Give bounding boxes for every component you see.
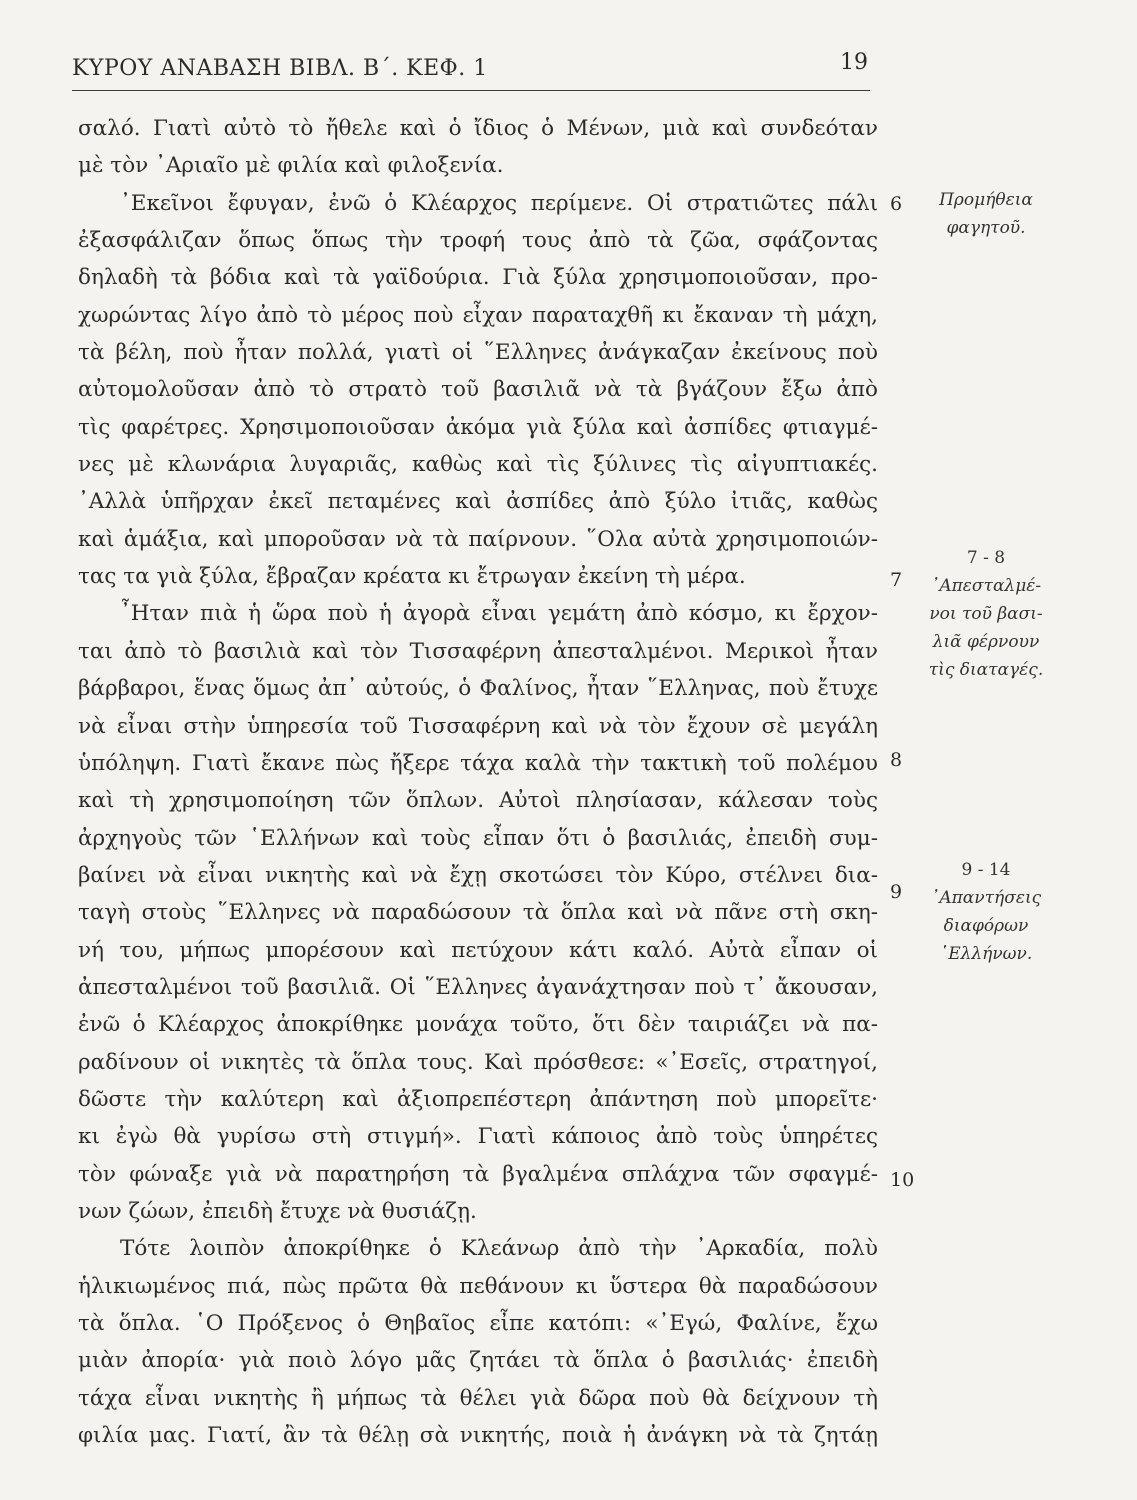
margin-note-line: φαγητοῦ. (946, 218, 1026, 238)
page-header (72, 50, 870, 90)
text-line: μὲ τὸν ᾿Αριαῖο μὲ φιλία καὶ φιλοξενία. (78, 153, 504, 179)
margin-note-line: διαφόρων (943, 916, 1029, 936)
margin-note-range: 7 - 8 (966, 548, 1006, 568)
margin-note (916, 544, 1056, 684)
text-line: τάχα εἶναι νικητὴς ἢ μήπως τὰ θέλει γιὰ δῶρα ποὺ θὰ δείχνουν τὴ (78, 1385, 878, 1411)
text-line: ταγὴ στοὺς ῞Ελληνες νὰ παραδώσουν τὰ ὅπλα καὶ νὰ πᾶνε στὴ σκη- (78, 900, 878, 926)
header-rule (72, 90, 870, 91)
text-line: καὶ τὴ χρησιμοποίηση τῶν ὅπλων. Αὐτοὶ πλησίασαν, κάλεσαν τοὺς (78, 788, 878, 814)
text-line: καὶ ἁμάξια, καὶ μποροῦσαν νὰ τὰ παίρνουν. ῞Ολα αὐτὰ χρησιμοποιών- (78, 526, 878, 552)
margin-note-line: νοι τοῦ βασι- (929, 604, 1043, 624)
text-line: δηλαδὴ τὰ βόδια καὶ τὰ γαϊδούρια. Γιὰ ξύλα χρησιμοποιοῦσαν, προ- (78, 265, 878, 291)
margin-note-line: ᾿Απαντήσεις (930, 888, 1042, 908)
margin-note-range: 9 - 14 (961, 860, 1011, 880)
text-line: Τότε λοιπὸν ἀποκρίθηκε ὁ Κλεάνωρ ἀπὸ τὴν ᾿Αρκαδία, πολὺ (120, 1236, 878, 1262)
text-line: δῶστε τὴν καλύτερη καὶ ἀξιοπρεπέστερη ἀπάντηση ποὺ μπορεῖτε· (78, 1086, 878, 1112)
text-line: ἀπεσταλμένοι τοῦ βασιλιᾶ. Οἱ ῞Ελληνες ἀγανάχτησαν ποὺ τ᾿ ἄκουσαν, (78, 974, 878, 1000)
section-number: 7 (890, 569, 903, 591)
margin-note-line: ᾿Απεσταλμέ- (930, 576, 1042, 596)
text-line: ται ἀπὸ τὸ βασιλιὰ καὶ τὸν Τισσαφέρνη ἀπεσταλμένοι. Μερικοὶ ἦταν (78, 638, 878, 664)
text-line: τὶς φαρέτρες. Χρησιμοποιοῦσαν ἀκόμα γιὰ ξύλα καὶ ἀσπίδες φτιαγμέ- (78, 414, 878, 440)
text-line: χωρώντας λίγο ἀπὸ τὸ μέρος ποὺ εἶχαν παραταχθῆ κι ἔκαναν τὴ μάχη, (78, 302, 878, 328)
text-line: τας τα γιὰ ξύλα, ἔβραζαν κρέατα κι ἔτρωγαν ἐκείνη τὴ μέρα. (78, 564, 746, 590)
text-line: ἡλικιωμένος πιά, πὼς πρῶτα θὰ πεθάνουν κι ὕστερα θὰ παραδώσουν (78, 1273, 878, 1299)
section-number: 10 (890, 1169, 915, 1191)
margin-note-line: τὶς διαταγές. (928, 660, 1044, 680)
margin-note (916, 186, 1056, 242)
margin-note-line: Προμήθεια (939, 190, 1033, 210)
text-line: νες μὲ κλωνάρια λυγαριᾶς, καθὼς καὶ τὶς ξύλινες τὶς αἰγυπτιακές. (78, 452, 878, 478)
text-line: ῏Ηταν πιὰ ἡ ὥρα ποὺ ἡ ἀγορὰ εἶναι γεμάτη ἀπὸ κόσμο, κι ἔρχον- (120, 601, 878, 627)
text-line: τὰ βέλη, ποὺ ἦταν πολλά, γιατὶ οἱ ῞Ελληνες ἀνάγκαζαν ἐκείνους ποὺ (78, 340, 878, 366)
text-line: ᾿Εκεῖνοι ἔφυγαν, ἐνῶ ὁ Κλέαρχος περίμενε. Οἱ στρατιῶτες πάλι (120, 190, 878, 216)
text-line: τὰ ὅπλα. ῾Ο Πρόξενος ὁ Θηβαῖος εἶπε κατόπι: «᾿Εγώ, Φαλίνε, ἔχω (78, 1311, 878, 1336)
text-line: μιὰν ἀπορία· γιὰ ποιὸ λόγο μᾶς ζητάει τὰ ὅπλα ὁ βασιλιάς· ἐπειδὴ (78, 1348, 878, 1374)
text-line: νὰ εἶναι στὴν ὑπηρεσία τοῦ Τισσαφέρνη καὶ νὰ τὸν ἔχουν σὲ μεγάλη (78, 713, 878, 739)
text-line: τὸν φώναξε γιὰ νὰ παρατηρήση τὰ βγαλμένα σπλάχνα τῶν σφαγμέ- (78, 1161, 878, 1187)
text-line: ἐνῶ ὁ Κλέαρχος ἀποκρίθηκε μονάχα τοῦτο, ὅτι δὲν ταιριάζει νὰ πα- (78, 1012, 878, 1038)
text-line: ᾿Αλλὰ ὑπῆρχαν ἐκεῖ πεταμένες καὶ ἀσπίδες ἀπὸ ξύλο ἰτιᾶς, καθὼς (78, 489, 878, 515)
text-line: νή του, μήπως μπορέσουν καὶ πετύχουν κάτι καλό. Αὐτὰ εἶπαν οἱ (78, 937, 878, 963)
text-line: ὑπόληψη. Γιατὶ ἔκανε πὼς ἤξερε τάχα καλὰ τὴν τακτικὴ τοῦ πολέμου (78, 750, 878, 776)
margin-note-line: λιᾶ φέρνουν (932, 632, 1040, 652)
page-number: 19 (840, 50, 868, 75)
text-line: βαίνει νὰ εἶναι νικητὴς καὶ νὰ ἔχῃ σκοτώσει τὸν Κύρο, στέλνει δια- (78, 862, 878, 888)
text-line: φιλία μας. Γιατί, ἂν τὰ θέλῃ σὰ νικητής, ποιὰ ἡ ἀνάγκη νὰ τὰ ζητάῃ (78, 1423, 878, 1449)
text-line: αὐτομολοῦσαν ἀπὸ τὸ στρατὸ τοῦ βασιλιᾶ νὰ τὰ βγάζουν ἔξω ἀπὸ (78, 377, 878, 403)
margin-note (916, 856, 1056, 968)
section-number: 9 (890, 881, 903, 903)
text-line: ἀρχηγοὺς τῶν ῾Ελλήνων καὶ τοὺς εἶπαν ὅτι ὁ βασιλιάς, ἐπειδὴ συμ- (78, 825, 878, 851)
text-line: ἐξασφάλιζαν ὅπως ὅπως τὴν τροφή τους ἀπὸ τὰ ζῶα, σφάζοντας (78, 228, 878, 254)
text-line: βάρβαροι, ἕνας ὅμως ἀπ᾿ αὐτούς, ὁ Φαλίνος, ἦταν ῞Ελληνας, ποὺ ἔτυχε (78, 676, 878, 702)
text-line: κι ἐγὼ θὰ γυρίσω στὴ στιγμή». Γιατὶ κάποιος ἀπὸ τοὺς ὑπηρέτες (78, 1124, 878, 1150)
section-number: 8 (890, 749, 903, 771)
text-line: ραδίνουν οἱ νικητὲς τὰ ὅπλα τους. Καὶ πρόσθεσε: «᾿Εσεῖς, στρατηγοί, (78, 1049, 878, 1075)
text-line: σαλό. Γιατὶ αὐτὸ τὸ ἤθελε καὶ ὁ ἴδιος ὁ Μένων, μιὰ καὶ συνδεόταν (78, 116, 878, 141)
margin-note-line: ῾Ελλήνων. (939, 944, 1033, 964)
running-title: ΚΥΡΟΥ ΑΝΑΒΑΣΗ ΒΙΒΛ. Β΄. ΚΕΦ. 1 (72, 56, 488, 81)
body-text (78, 110, 878, 1454)
text-line: νων ζώων, ἐπειδὴ ἔτυχε νὰ θυσιάζῃ. (78, 1198, 477, 1224)
section-number: 6 (890, 193, 903, 215)
